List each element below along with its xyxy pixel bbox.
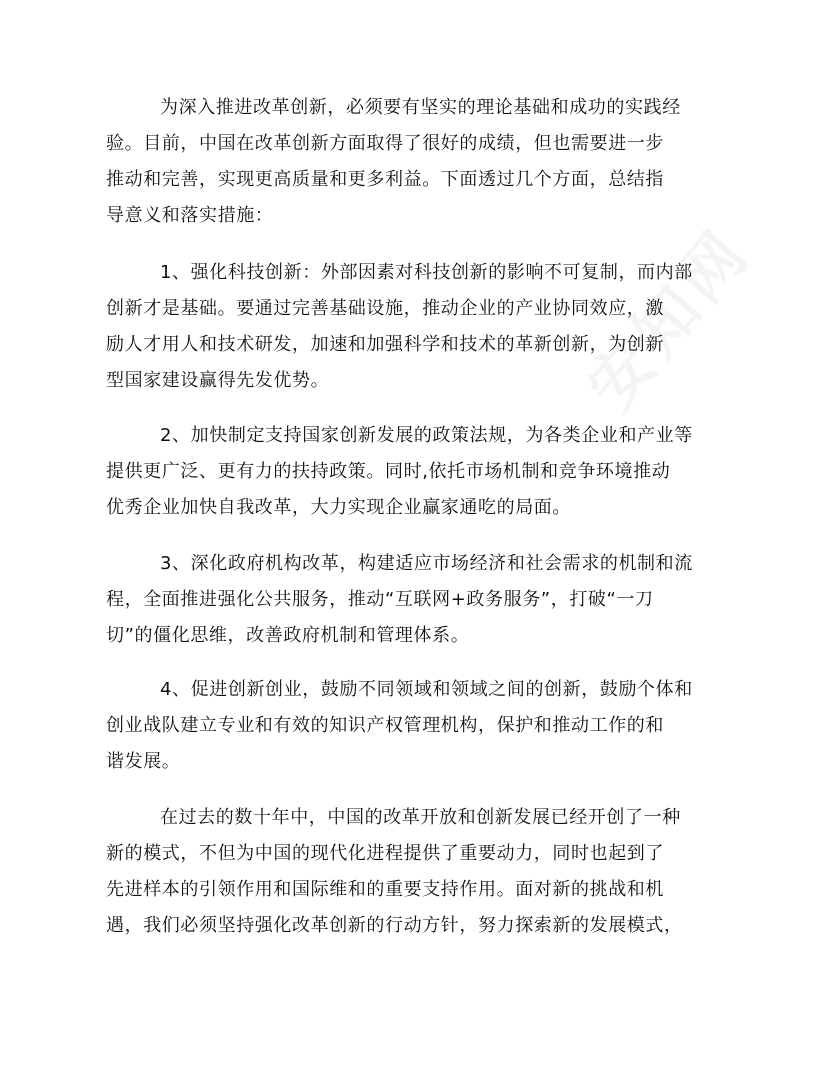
paragraph-5-line-1: 4、促进创新创业，鼓励不同领域和领域之间的创新，鼓励个体和: [160, 679, 693, 700]
paragraph-1-line-2: 验。目前，中国在改革创新方面取得了很好的成绩，但也需要进一步: [106, 133, 664, 154]
paragraph-4-line-2: 程，全面推进强化公共服务，推动“互联网+政务服务”，打破“一刀: [106, 589, 654, 610]
paragraph-4-line-3: 切”的僵化思维，改善政府机制和管理体系。: [106, 625, 470, 646]
paragraph-6-line-4: 遇，我们必须坚持强化改革创新的行动方针，努力探索新的发展模式，: [106, 915, 683, 936]
paragraph-6-line-1: 在过去的数十年中，中国的改革开放和创新发展已经开创了一种: [160, 807, 681, 828]
paragraph-2-line-2: 创新才是基础。要通过完善基础设施，推动企业的产业协同效应，激: [106, 298, 664, 319]
paragraph-6-line-2: 新的模式，不但为中国的现代化进程提供了重要动力，同时也起到了: [106, 843, 664, 864]
paragraph-3-line-2: 提供更广泛、更有力的扶持政策。同时,依托市场机制和竞争环境推动: [106, 461, 671, 482]
paragraph-3-line-3: 优秀企业加快自我改革，大力实现企业赢家通吃的局面。: [106, 497, 571, 518]
paragraph-6-line-3: 先进样本的引领作用和国际维和的重要支持作用。面对新的挑战和机: [106, 879, 664, 900]
paragraph-5-line-2: 创业战队建立专业和有效的知识产权管理机构，保护和推动工作的和: [106, 715, 664, 736]
paragraph-1-line-3: 推动和完善，实现更高质量和更多利益。下面透过几个方面，总结指: [106, 169, 664, 190]
paragraph-4-line-1: 3、深化政府机构改革，构建适应市场经济和社会需求的机制和流: [160, 553, 693, 574]
paragraph-2-line-3: 励人才用人和技术研发，加速和加强科学和技术的革新创新，为创新: [106, 334, 664, 355]
paragraph-1-line-1: 为深入推进改革创新，必须要有坚实的理论基础和成功的实践经: [160, 97, 681, 118]
paragraph-3-line-1: 2、加快制定支持国家创新发展的政策法规，为各类企业和产业等: [160, 425, 693, 446]
paragraph-2-line-4: 型国家建设赢得先发优势。: [106, 370, 330, 391]
paragraph-5-line-3: 谐发展。: [106, 751, 181, 772]
paragraph-1-line-4: 导意义和落实措施：: [106, 205, 274, 226]
paragraph-2-line-1: 1、强化科技创新：外部因素对科技创新的影响不可复制，而内部: [160, 262, 693, 283]
